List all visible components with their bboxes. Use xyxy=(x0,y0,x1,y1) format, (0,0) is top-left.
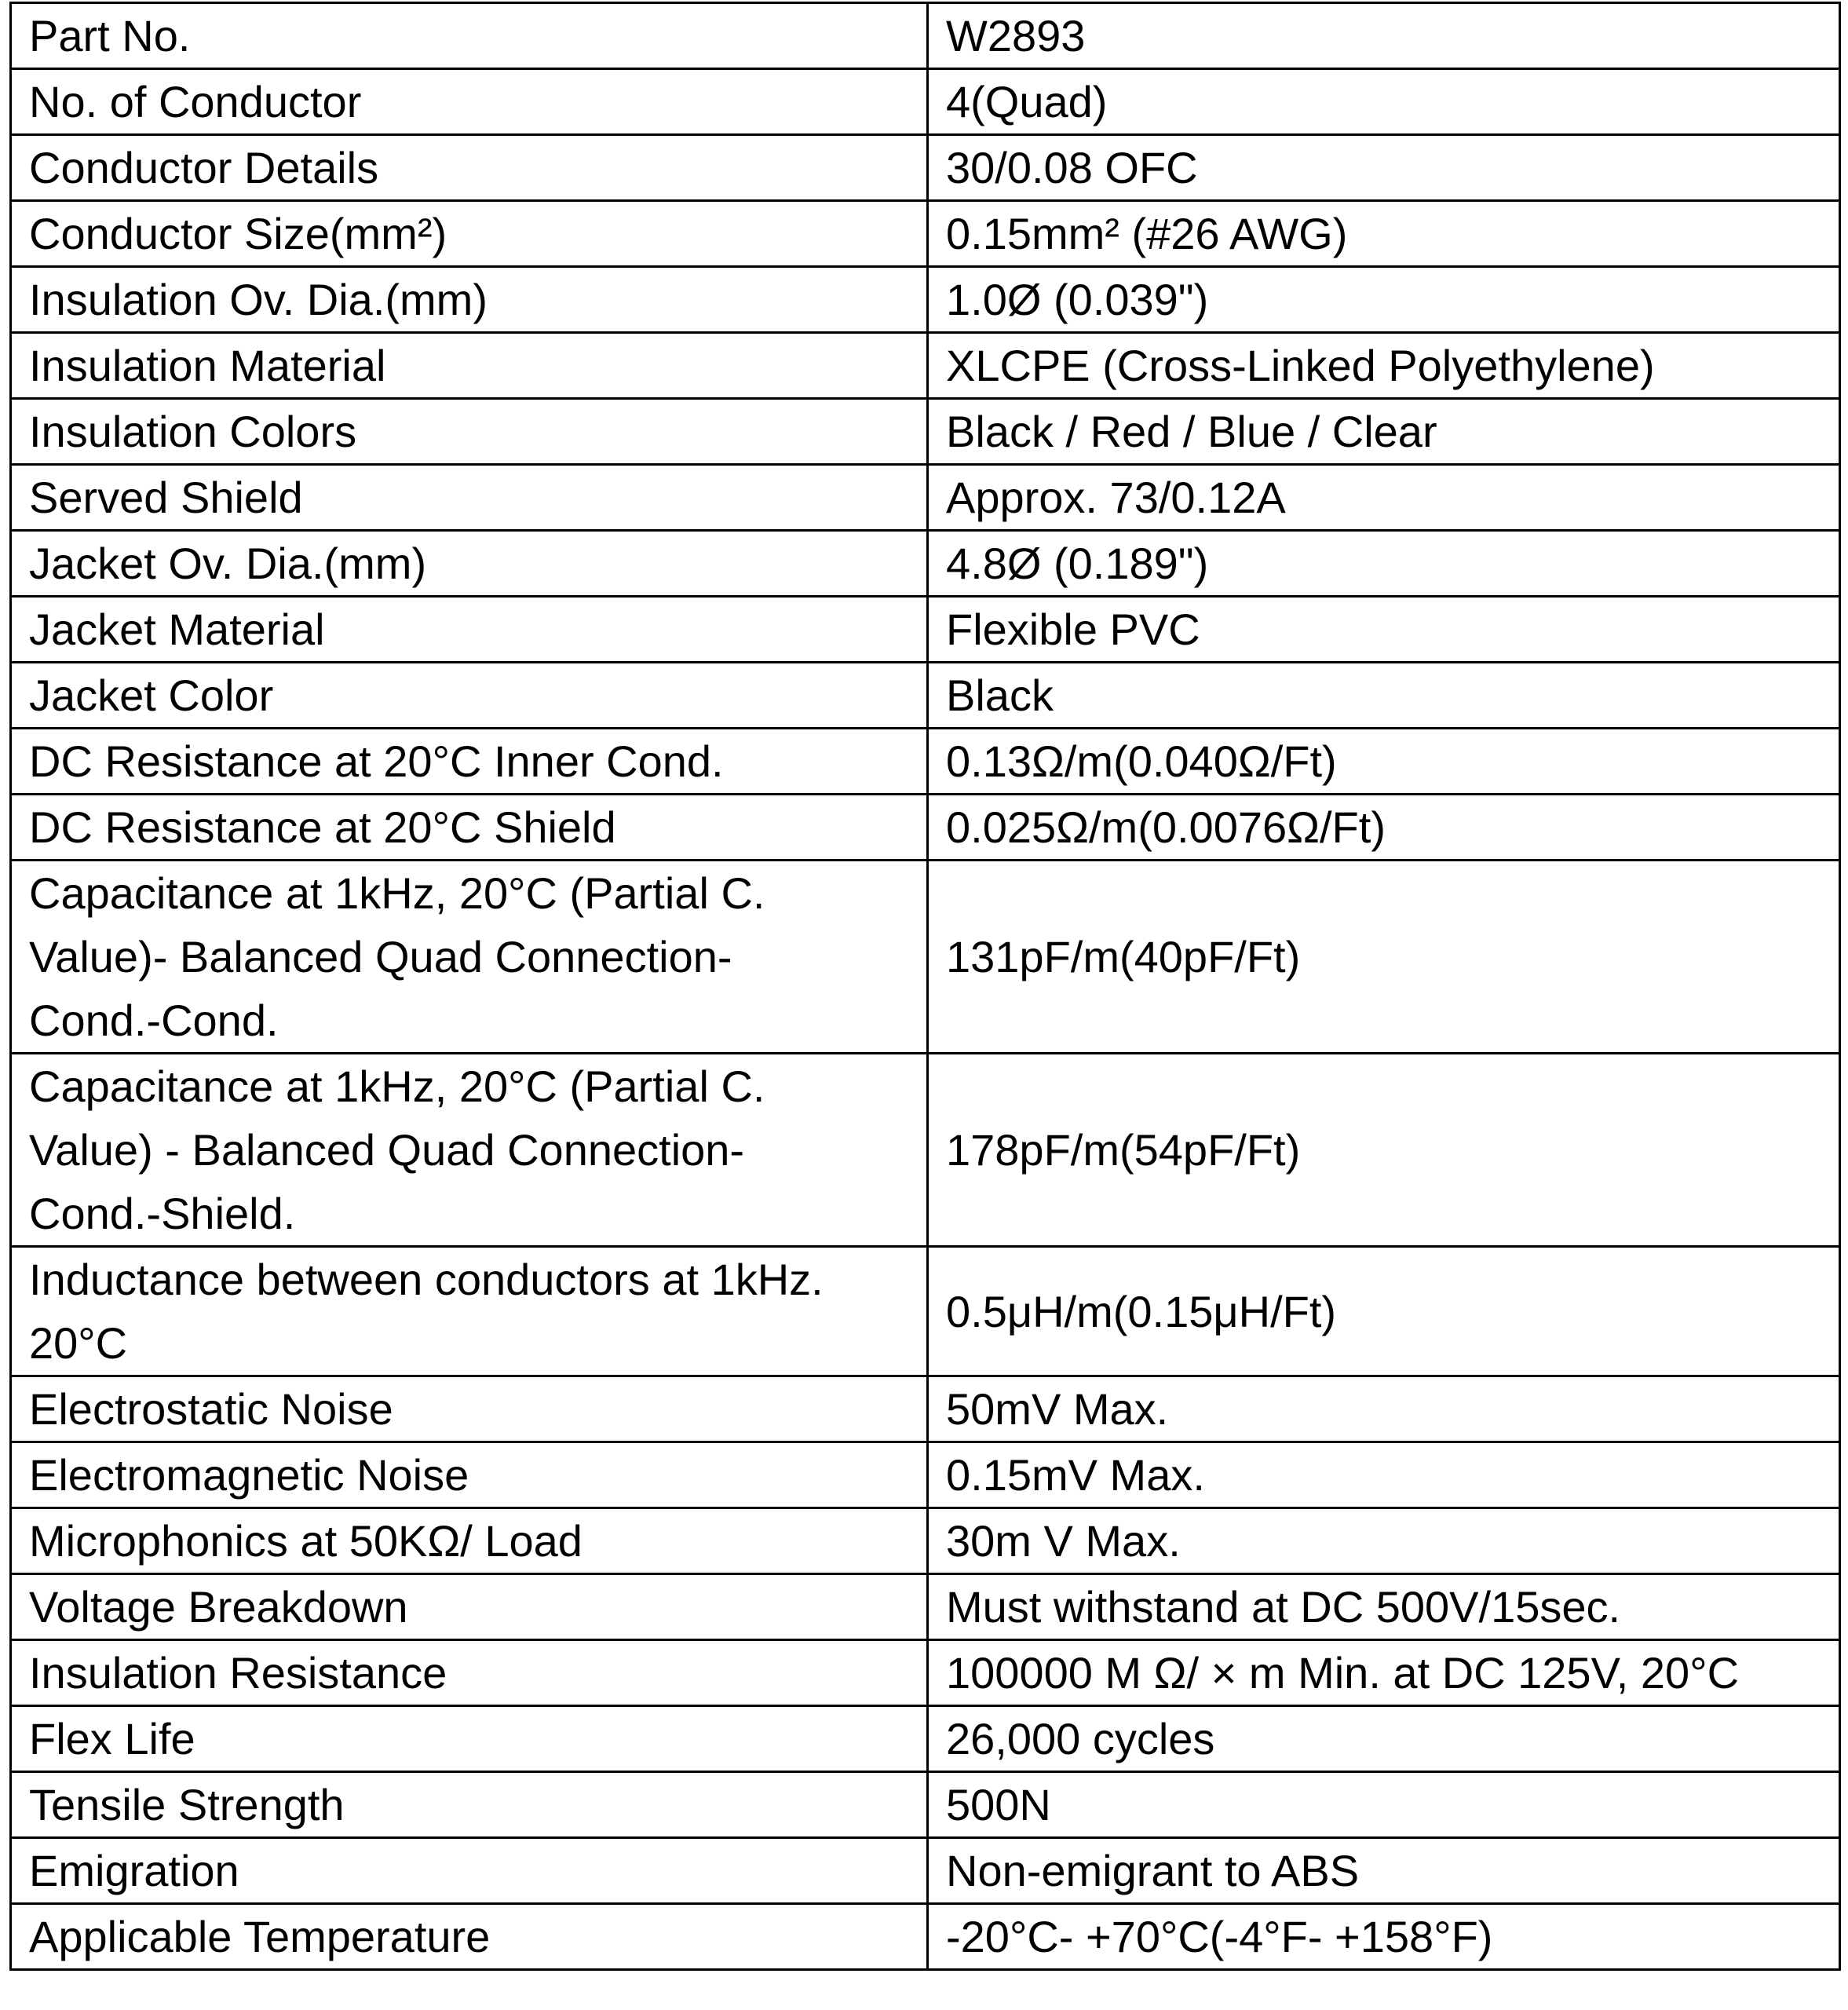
spec-label: Conductor Size(mm²) xyxy=(11,201,928,267)
spec-label: Conductor Details xyxy=(11,135,928,201)
spec-value: 131pF/m(40pF/Ft) xyxy=(928,861,1840,1054)
table-row xyxy=(11,1247,1840,1376)
spec-value: XLCPE (Cross-Linked Polyethylene) xyxy=(928,333,1840,399)
spec-label: Inductance between conductors at 1kHz. 20°C xyxy=(11,1247,928,1376)
spec-label: Part No. xyxy=(11,3,928,69)
spec-label: Electrostatic Noise xyxy=(11,1376,928,1442)
spec-value: 0.025Ω/m(0.0076Ω/Ft) xyxy=(928,795,1840,861)
table-row xyxy=(11,531,1840,597)
table-row xyxy=(11,1640,1840,1706)
table-row xyxy=(11,1706,1840,1772)
spec-value: 30/0.08 OFC xyxy=(928,135,1840,201)
table-row xyxy=(11,729,1840,795)
spec-value: Approx. 73/0.12A xyxy=(928,465,1840,531)
spec-value: 4.8Ø (0.189") xyxy=(928,531,1840,597)
spec-label: Insulation Resistance xyxy=(11,1640,928,1706)
table-row xyxy=(11,861,1840,1054)
spec-value: 100000 M Ω/ × m Min. at DC 125V, 20°C xyxy=(928,1640,1840,1706)
spec-label: Voltage Breakdown xyxy=(11,1574,928,1640)
spec-value: 0.5μH/m(0.15μH/Ft) xyxy=(928,1247,1840,1376)
spec-label: Insulation Ov. Dia.(mm) xyxy=(11,267,928,333)
table-row xyxy=(11,1772,1840,1838)
table-row xyxy=(11,69,1840,135)
spec-label: Insulation Colors xyxy=(11,399,928,465)
spec-value: 4(Quad) xyxy=(928,69,1840,135)
spec-value: Non-emigrant to ABS xyxy=(928,1838,1840,1904)
table-row xyxy=(11,135,1840,201)
table-row xyxy=(11,399,1840,465)
spec-value: 30m V Max. xyxy=(928,1508,1840,1574)
spec-value: -20°C- +70°C(-4°F- +158°F) xyxy=(928,1904,1840,1970)
spec-label: Tensile Strength xyxy=(11,1772,928,1838)
spec-value: 1.0Ø (0.039") xyxy=(928,267,1840,333)
spec-value: 26,000 cycles xyxy=(928,1706,1840,1772)
spec-value: Flexible PVC xyxy=(928,597,1840,663)
table-row xyxy=(11,1442,1840,1508)
table-row xyxy=(11,1838,1840,1904)
table-row xyxy=(11,267,1840,333)
spec-label: Flex Life xyxy=(11,1706,928,1772)
spec-value: W2893 xyxy=(928,3,1840,69)
spec-label: Capacitance at 1kHz, 20°C (Partial C. Value) - Balanced Quad Connection- Cond.-Shield. xyxy=(11,1054,928,1247)
table-row xyxy=(11,3,1840,69)
table-row xyxy=(11,597,1840,663)
spec-label: Jacket Material xyxy=(11,597,928,663)
spec-label: No. of Conductor xyxy=(11,69,928,135)
table-row xyxy=(11,333,1840,399)
table-row xyxy=(11,795,1840,861)
spec-value: 0.13Ω/m(0.040Ω/Ft) xyxy=(928,729,1840,795)
table-row xyxy=(11,1574,1840,1640)
spec-label: DC Resistance at 20°C Shield xyxy=(11,795,928,861)
spec-value: 500N xyxy=(928,1772,1840,1838)
spec-label: Capacitance at 1kHz, 20°C (Partial C. Value)- Balanced Quad Connection- Cond.-Cond. xyxy=(11,861,928,1054)
table-row xyxy=(11,1054,1840,1247)
spec-label: Served Shield xyxy=(11,465,928,531)
table-row xyxy=(11,201,1840,267)
spec-label: DC Resistance at 20°C Inner Cond. xyxy=(11,729,928,795)
spec-value: Black / Red / Blue / Clear xyxy=(928,399,1840,465)
spec-value: 178pF/m(54pF/Ft) xyxy=(928,1054,1840,1247)
table-row xyxy=(11,1904,1840,1970)
spec-label: Electromagnetic Noise xyxy=(11,1442,928,1508)
spec-value: 0.15mm² (#26 AWG) xyxy=(928,201,1840,267)
spec-label: Microphonics at 50KΩ/ Load xyxy=(11,1508,928,1574)
spec-value: Black xyxy=(928,663,1840,729)
spec-label: Jacket Ov. Dia.(mm) xyxy=(11,531,928,597)
spec-value: 50mV Max. xyxy=(928,1376,1840,1442)
spec-table xyxy=(9,2,1841,1971)
spec-label: Emigration xyxy=(11,1838,928,1904)
spec-value: 0.15mV Max. xyxy=(928,1442,1840,1508)
spec-label: Applicable Temperature xyxy=(11,1904,928,1970)
spec-value: Must withstand at DC 500V/15sec. xyxy=(928,1574,1840,1640)
table-row xyxy=(11,663,1840,729)
table-row xyxy=(11,1508,1840,1574)
table-row xyxy=(11,465,1840,531)
spec-label: Jacket Color xyxy=(11,663,928,729)
table-row xyxy=(11,1376,1840,1442)
spec-label: Insulation Material xyxy=(11,333,928,399)
